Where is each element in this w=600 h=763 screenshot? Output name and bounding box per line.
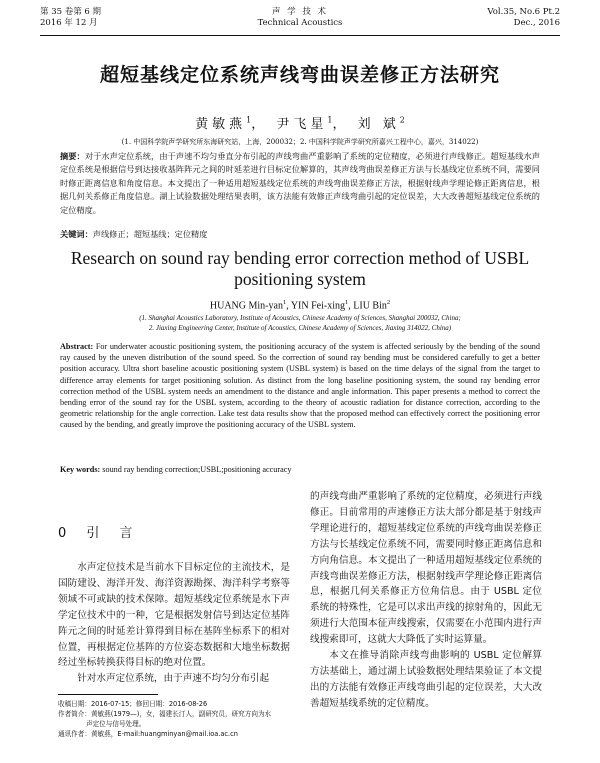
author-sup: 1 (246, 115, 252, 125)
footnote (58, 699, 290, 739)
author-sup: 1 (345, 299, 349, 306)
paragraph: 针对水声定位系统，由于声速不均匀分布引起 (77, 673, 270, 685)
body-column-right (310, 489, 542, 712)
abstract-en (60, 341, 540, 431)
keywords-text-cn: 声线修正；超短基线；定位精度 (92, 229, 208, 239)
author-sup: 1 (327, 115, 333, 125)
author-name: HUANG Min-yan (209, 300, 283, 312)
author-sup: 1 (282, 299, 287, 306)
paper-title-cn: 超短基线定位系统声线弯曲误差修正方法研究 (99, 64, 500, 86)
author-name: LIU Bin (353, 300, 387, 312)
abstract-cn (60, 150, 540, 217)
body-column-left (58, 560, 290, 687)
paragraph: 水声定位技术是当前水下目标定位的主流技术，是国防建设、海洋开发、海洋资源勘探、海洋科学考察等领域不可或缺的技术保障。超短基线定位系统是水下声学定位技术中的一种，它是根据发射信号到达定位基阵阵元之间的时延差计算得到目标在基阵坐标系下的相对位置，再根据定位基阵的方位姿态数据和大地坐标数据经过坐标转换获得目标的绝对位置。 (58, 562, 290, 669)
keywords-en (60, 465, 540, 474)
journal-name-en: Technical Acoustics (257, 18, 343, 28)
footnote-rule (58, 694, 158, 695)
author-name: 刘 斌 (357, 117, 400, 132)
paper-title-en: Research on sound ray bending error correction method of USBL positioning system (70, 248, 530, 289)
header-rule (40, 35, 560, 36)
journal-volume: 第 35 卷第 6 期 (40, 7, 102, 17)
journal-name-cn: 声 学 技 术 (271, 7, 329, 17)
author-name: YIN Fei-xing (290, 300, 345, 312)
abstract-label-en: Abstract: (60, 342, 94, 351)
journal-vol-en: Vol.35, No.6 Pt.2 (487, 7, 560, 17)
paragraph: 的声线弯曲严重影响了系统的定位精度，必须进行声线修正。目前常用的声速修正方法大部分都是基于射线声学理论进行的，超短基线定位系统的声线弯曲误差修正方法与长基线定位系统不同，需要同时修正距离信息和方向角信息。本文提出了一种适用超短基线定位系统的声线弯曲误差修正方法，根据射线声学理论修正距离信息，根据几何关系修正方位角信息。由于 USBL 定位系统的特殊性，它是可以求出声线的掠射角的，因此无须进行大范围本征声线搜索，仅需要在小范围内进行声线搜索即可，这就大大降低了实时运算量。 (310, 491, 542, 646)
footnote-corresponding: 通讯作者：黄敏燕，E-mail:huangminyan@mail.ioa.ac.cn (58, 730, 238, 738)
author-sup: 2 (386, 299, 391, 306)
header-left (40, 7, 101, 29)
paragraph: 本文在推导消除声线弯曲影响的 USBL 定位解算方法基础上，通过湖上试验数据处理结果验证了本文提出的方法能有效修正声线弯曲引起的定位误差，大大改善超短基线系统的定位精度。 (310, 650, 542, 709)
author-list-en: HUANG Min-yan$^1$, YIN Fei-xing$^1$, LIU Bin$^2$ (209, 299, 391, 312)
footnote-received: 收稿日期：2016-07-15；修回日期：2016-08-26 (58, 700, 208, 708)
affiliation-en-2: 2. Jiaxing Engineering Center, Institute of Acoustics, Chinese Academy of Sciences, Jiaxing 314022, China) (148, 324, 452, 332)
section-heading-intro: 0 引 言 (58, 526, 141, 541)
abstract-text-cn: 对于水声定位系统，由于声速不均匀垂直分布引起的声线弯曲严重影响了系统的定位精度，必须进行声线修正。超短基线水声定位系统是根据信号到达接收基阵阵元之间的时延差进行目标定位解算的，其声线弯曲误差修正方法与长基线定位系统不同，需要同时修正距离信息和角度信息。本文提出了一种适用超短基线定位系统的声线弯曲误差修正方法，根据射线声学理论修正距离信息，根据几何关系修正角度信息。湖上试验数据处理结果表明，该方法能有效修正声线弯曲引起的定位误差，大大改善超短基线定位系统的定位精度。 (60, 151, 540, 215)
affiliation-en-1: (1. Shanghai Acoustics Laboratory, Institute of Acoustics, Chinese Academy of Sciences, Shanghai 200032, China; (139, 314, 461, 322)
footnote-author-intro-cont: 声定位与信号处理。 (86, 720, 146, 728)
keywords-text-en: sound ray bending correction;USBL;positioning accuracy (102, 465, 292, 474)
journal-date-en: Dec., 2016 (513, 18, 560, 28)
author-name: 尹飞星 (276, 117, 328, 132)
affiliation-cn: (1. 中国科学院声学研究所东海研究站，上海，200032；2. 中国科学院声学研究所嘉兴工程中心，嘉兴，314022) (121, 138, 479, 146)
header-right (487, 7, 560, 29)
header-center (200, 7, 400, 29)
journal-date: 2016 年 12 月 (40, 18, 98, 28)
footnote-author-intro: 作者简介：黄敏燕(1979—)，女，福建长汀人，副研究员，研究方向为水 (58, 710, 272, 718)
abstract-text-en: For underwater acoustic positioning system, the positioning accuracy of the system is affected seriously by the bending of the sound ray caused by the uneven distribution of the sound speed. So the correction of sound ray bending must be considered carefully to get a better position accuracy. Ultra short baseline acoustic positioning system (USBL system) is based on the time delays of the signal from the target to difference array elements for target positioning solution. As distinct from the long baseline positioning system, the sound ray bending error correction method of the USBL system needs an amendment to the distance and angle information. This paper presents a method to correct the bending error of the sound ray for the USBL system, according to the theory of acoustic radiation for distance correction, according to the geometric relationship for the angle correction. Lake test data results show that the proposed method can effectively correct the positioning error caused by the bending, and greatly improve the positioning accuracy of the USBL system. (60, 342, 540, 430)
abstract-label-cn: 摘要： (60, 151, 85, 161)
author-name: 黄敏燕 (195, 117, 247, 132)
author-list-cn: 黄敏燕$^1$， 尹飞星$^1$， 刘 斌$^2$ (195, 115, 405, 132)
author-sup: 2 (399, 115, 405, 125)
keywords-cn (60, 229, 540, 240)
keywords-label-en: Key words: (60, 465, 101, 474)
keywords-label-cn: 关键词： (60, 229, 93, 239)
